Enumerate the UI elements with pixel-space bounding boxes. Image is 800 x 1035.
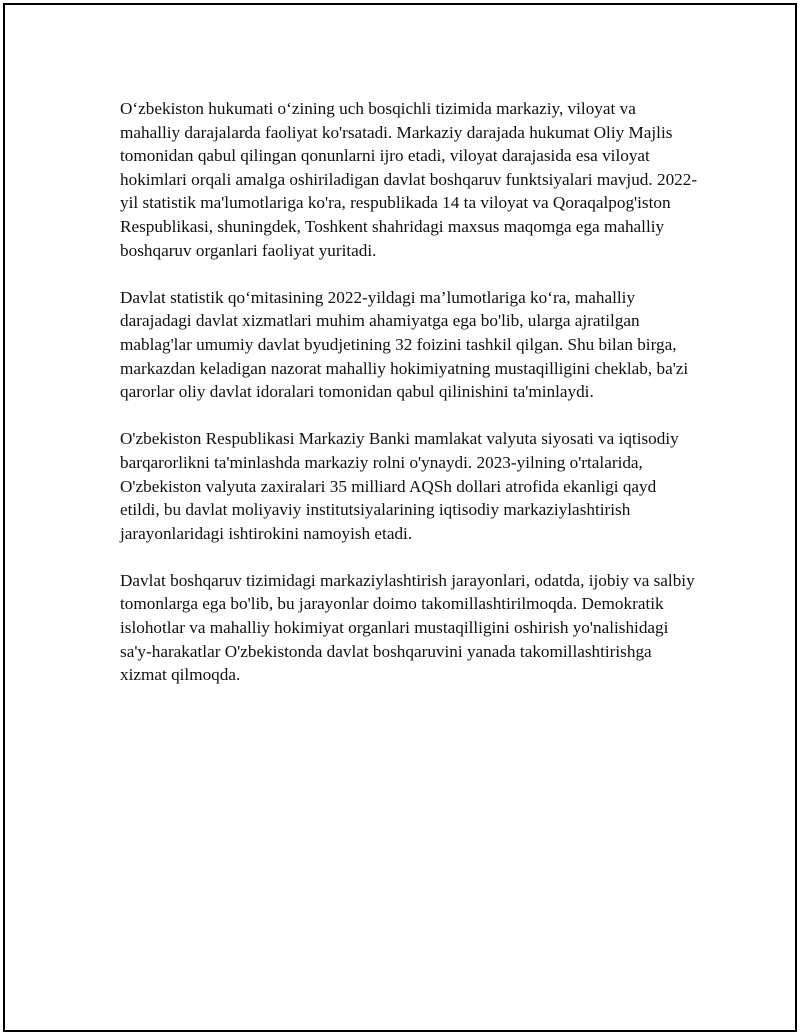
paragraph-1: O‘zbekiston hukumati o‘zining uch bosqichli tizimida markaziy, viloyat va mahalliy darajalarda faoliyat ko'rsatadi. Markaziy darajada hukumat Oliy Majlis tomonidan qabul qilingan qonunlarni ijro etadi, viloyat darajasida esa viloyat hokimlari orqali amalga oshiriladigan davlat boshqaruv funktsiyalari mavjud. 2022-yil statistik ma'lumotlariga ko'ra, respublikada 14 ta viloyat va Qoraqalpog'iston Respublikasi, shuningdek, Toshkent shahridagi maxsus maqomga ega mahalliy boshqaruv organlari faoliyat yuritadi.: [120, 99, 698, 260]
document-body: [120, 97, 700, 710]
paragraph-4: Davlat boshqaruv tizimidagi markaziylashtirish jarayonlari, odatda, ijobiy va salbiy tomonlarga ega bo'lib, bu jarayonlar doimo takomillashtirilmoqda. Demokratik islohotlar va mahalliy hokimiyat organlari mustaqilligini oshirish yo'nalishidagi sa'y-harakatlar O'zbekistonda davlat boshqaruvini yanada takomillashtirishga xizmat qilmoqda.: [120, 570, 695, 685]
page-frame: [3, 3, 797, 1032]
paragraph-2: Davlat statistik qo‘mitasining 2022-yildagi ma’lumotlariga ko‘ra, mahalliy darajadagi davlat xizmatlari muhim ahamiyatga ega bo'lib, ularga ajratilgan mablag'lar umumiy davlat byudjetining 32 foizini tashkil qilgan. Shu bilan birga, markazdan keladigan nazorat mahalliy hokimiyatning mustaqilligini cheklab, ba'zi qarorlar oliy davlat idoralari tomonidan qabul qilinishini ta'minlaydi.: [120, 287, 689, 402]
paragraph-3: O'zbekiston Respublikasi Markaziy Banki mamlakat valyuta siyosati va iqtisodiy barqarorlikni ta'minlashda markaziy rolni o'ynaydi. 2023-yilning o'rtalarida, O'zbekiston valyuta zaxiralari 35 milliard AQSh dollari atrofida ekanligi qayd etildi, bu davlat moliyaviy institutsiyalarining iqtisodiy markaziylashtirish jarayonlaridagi ishtirokini namoyish etadi.: [120, 429, 679, 543]
